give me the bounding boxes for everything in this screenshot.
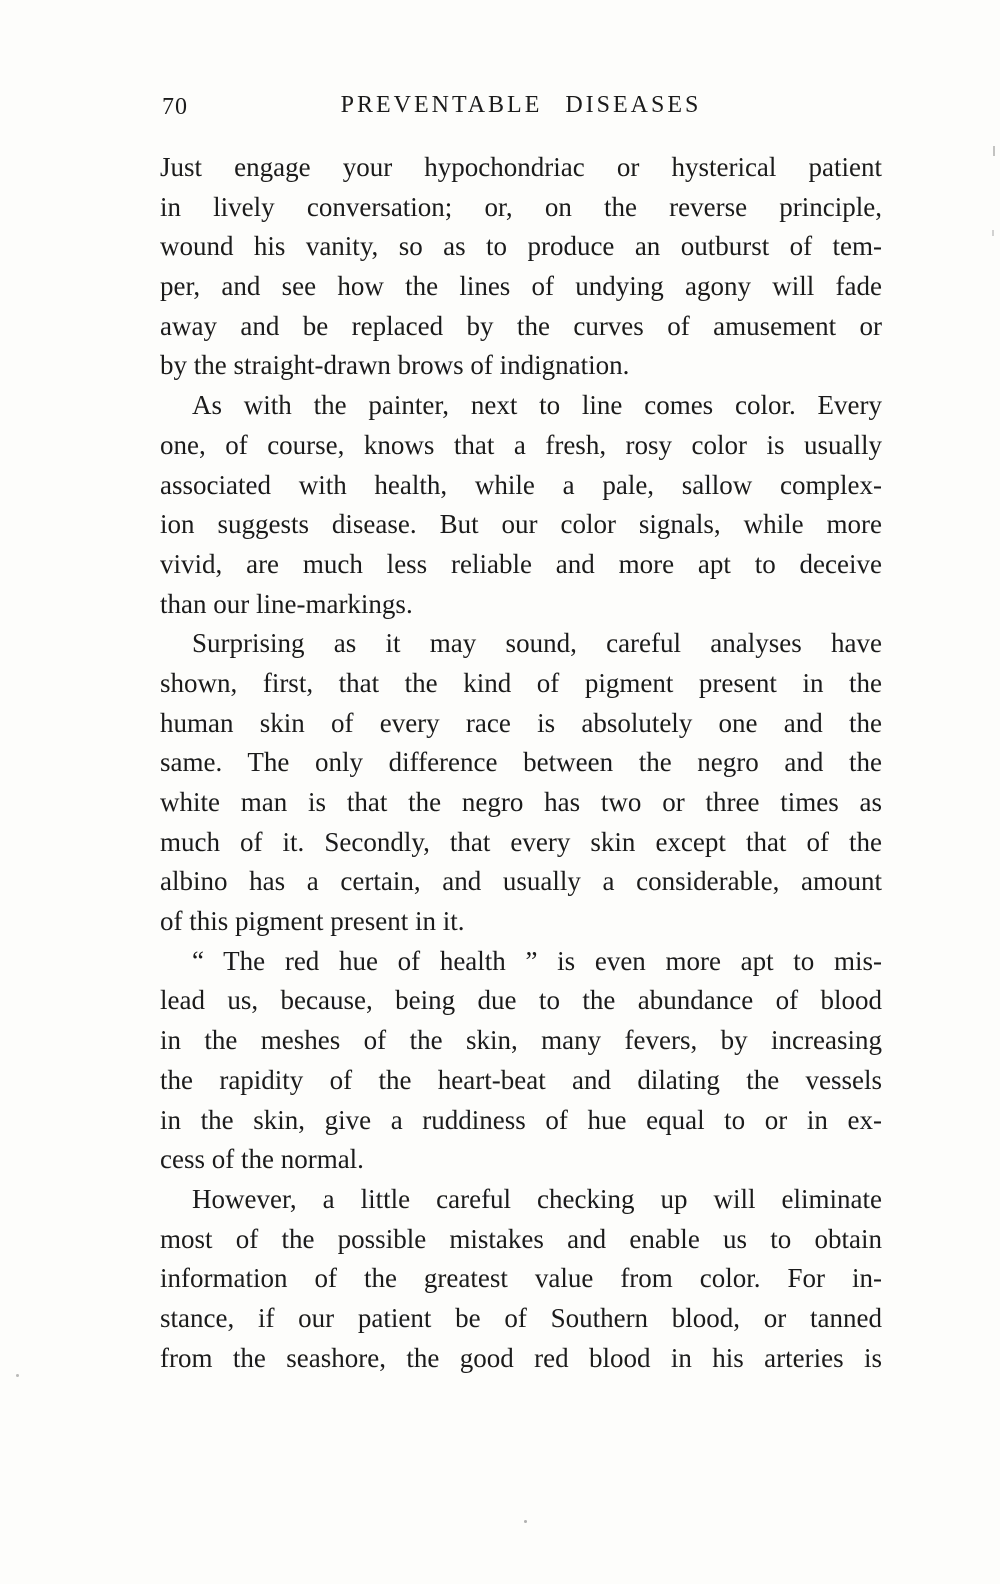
text-line: cess of the normal. (160, 1144, 364, 1175)
text-line: same. The only difference between the negro and the (160, 747, 882, 778)
page-header (160, 92, 882, 126)
text-line: ion suggests disease. But our color signals, while more (160, 509, 882, 540)
text-line: in the skin, give a ruddiness of hue equal to or in ex- (160, 1104, 882, 1135)
body-text (160, 148, 882, 1378)
text-line: in the meshes of the skin, many fevers, by increasing (160, 1025, 882, 1056)
text-line: much of it. Secondly, that every skin except that of the (160, 826, 882, 857)
text-line: As with the painter, next to line comes color. Every (192, 390, 882, 421)
text-line: However, a little careful checking up will eliminate (192, 1183, 882, 1214)
text-line: one, of course, knows that a fresh, rosy color is usually (160, 429, 882, 460)
text-line: per, and see how the lines of undying agony will fade (160, 271, 882, 302)
text-line: vivid, are much less reliable and more apt to deceive (160, 548, 882, 579)
text-line: in lively conversation; or, on the reverse principle, (160, 191, 882, 222)
scan-artifact (993, 146, 995, 156)
text-line: “ The red hue of health ” is even more apt to mis- (192, 945, 882, 976)
text-line: than our line-markings. (160, 588, 413, 619)
text-line: of this pigment present in it. (160, 906, 465, 937)
text-line: by the straight-drawn brows of indignation. (160, 350, 630, 381)
text-line: lead us, because, being due to the abundance of blood (160, 985, 882, 1016)
text-line: away and be replaced by the curves of amusement or (160, 310, 882, 341)
scan-artifact (992, 230, 994, 236)
text-line: most of the possible mistakes and enable us to obtain (160, 1223, 882, 1254)
running-title: PREVENTABLE DISEASES (340, 92, 702, 118)
scan-artifact (524, 1520, 527, 1523)
text-line: stance, if our patient be of Southern blood, or tanned (160, 1302, 882, 1333)
text-line: white man is that the negro has two or three times as (160, 787, 882, 817)
text-line: Surprising as it may sound, careful analyses have (192, 628, 882, 659)
text-line: albino has a certain, and usually a considerable, amount (160, 866, 882, 897)
text-line: from the seashore, the good red blood in his arteries is (160, 1342, 882, 1373)
text-line: wound his vanity, so as to produce an outburst of tem- (160, 231, 882, 262)
text-line: information of the greatest value from color. For in- (160, 1263, 882, 1294)
text-line: Just engage your hypochondriac or hysterical patient (160, 152, 882, 182)
text-line: the rapidity of the heart-beat and dilating the vessels (160, 1064, 882, 1095)
text-line: associated with health, while a pale, sallow complex- (160, 469, 882, 500)
page-number: 70 (162, 94, 188, 120)
text-line: shown, first, that the kind of pigment present in the (160, 667, 882, 698)
text-line: human skin of every race is absolutely one and the (160, 707, 882, 738)
scan-artifact (16, 1374, 19, 1377)
